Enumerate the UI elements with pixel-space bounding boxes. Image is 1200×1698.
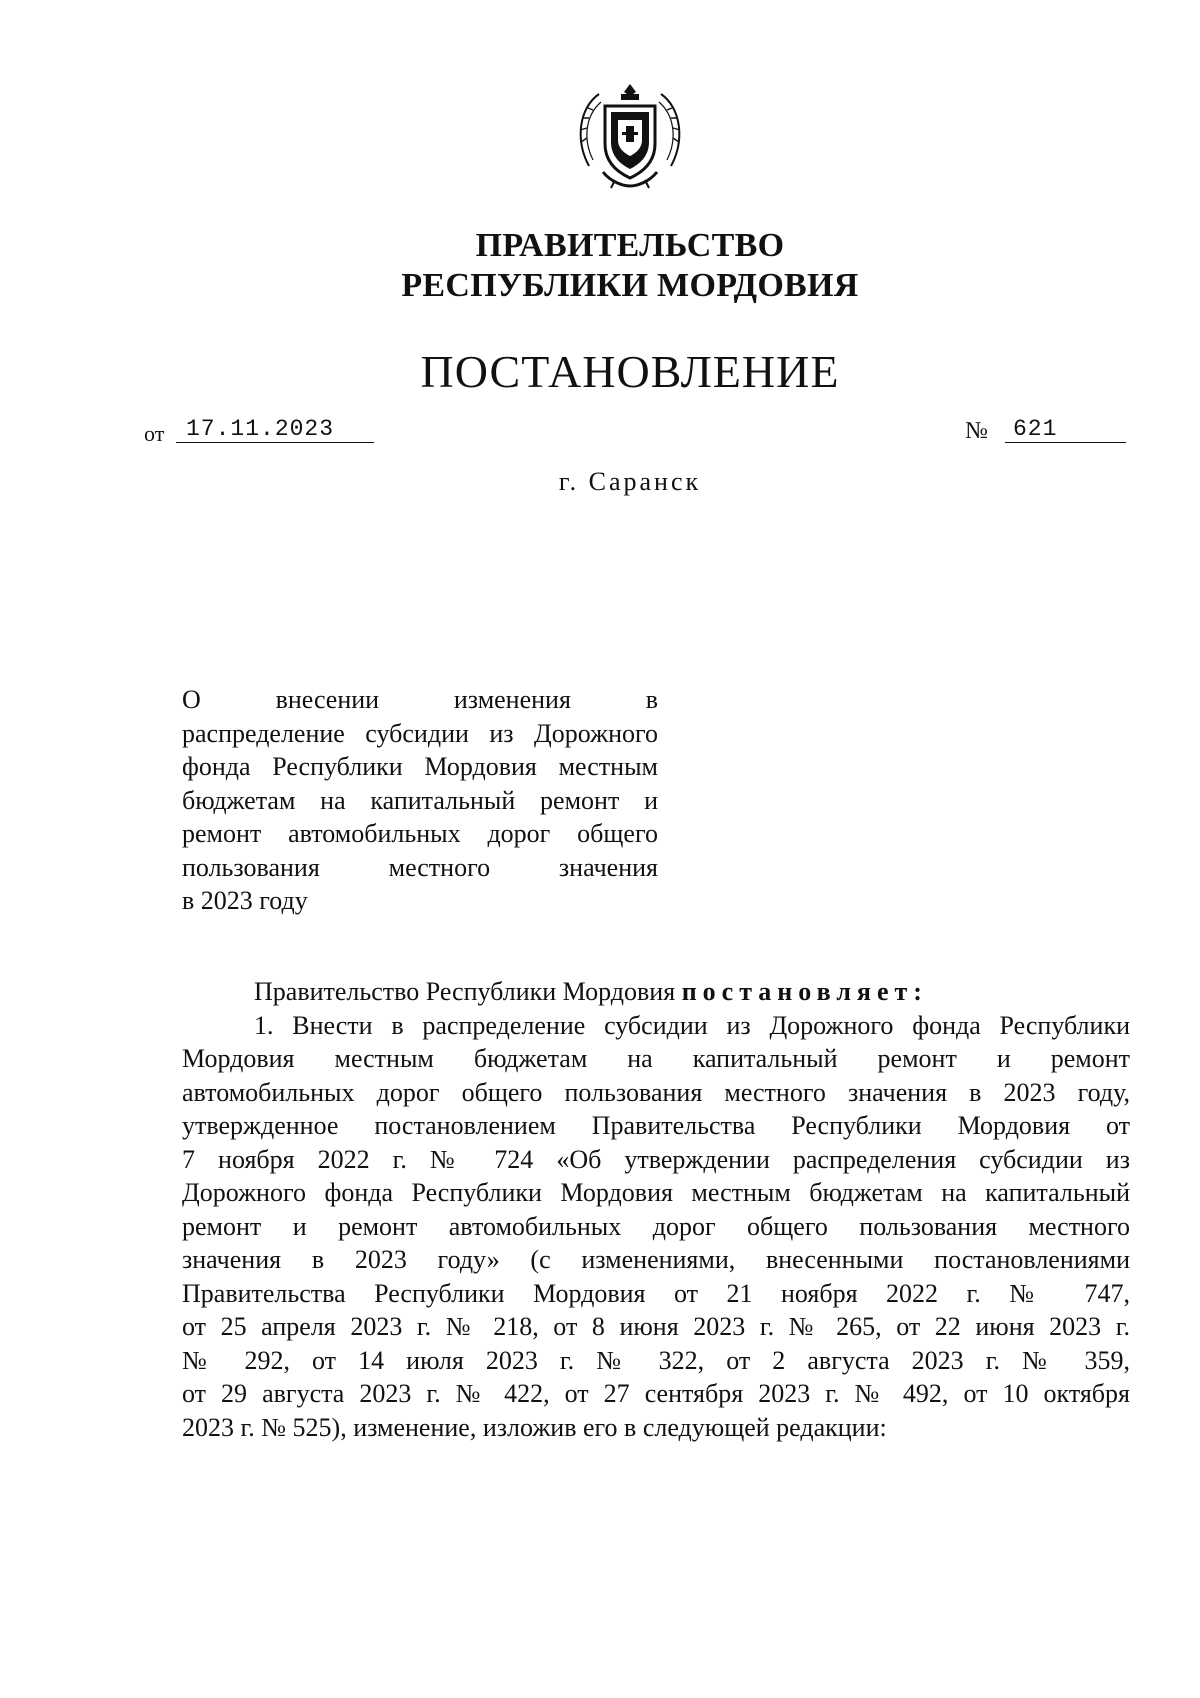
body-line: 1. Внести в распределение субсидии из Дорожного фонда Республики	[254, 1010, 1130, 1040]
government-name-line1: ПРАВИТЕЛЬСТВО	[475, 227, 785, 264]
body-line: автомобильных дорог общего пользования местного значения в 2023 году,	[182, 1077, 1130, 1107]
decree-word: постановляет:	[681, 977, 928, 1006]
document-body	[182, 975, 1130, 1444]
body-line: от 29 августа 2023 г. № 422, от 27 сентября 2023 г. № 492, от 10 октября	[182, 1379, 1130, 1408]
body-line: ремонт и ремонт автомобильных дорог общего пользования местного	[182, 1211, 1130, 1241]
body-line: 2023 г. № 525), изменение, изложив его в следующей редакции:	[182, 1412, 887, 1442]
date-label: от	[144, 421, 165, 446]
preamble-text: Правительство Республики Мордовия	[254, 977, 676, 1006]
document-type-title: ПОСТАНОВЛЕНИЕ	[420, 346, 840, 397]
government-name-line2: РЕСПУБЛИКИ МОРДОВИЯ	[401, 267, 859, 304]
document-date: 17.11.2023	[186, 416, 335, 442]
body-line: Правительства Республики Мордовия от 21 ноября 2022 г. № 747,	[182, 1278, 1130, 1308]
body-line: значения в 2023 году» (с изменениями, внесенными постановлениями	[182, 1245, 1130, 1274]
preamble-line	[182, 975, 1130, 1009]
body-line: Мордовия местным бюджетам на капитальный ремонт и ремонт	[182, 1044, 1130, 1073]
subject-line: ремонт автомобильных дорог общего	[182, 819, 658, 848]
subject-line: бюджетам на капитальный ремонт и	[182, 785, 658, 815]
subject-line: распределение субсидии из Дорожного	[182, 718, 658, 748]
coat-of-arms-emblem	[575, 80, 685, 192]
document-subject	[182, 683, 658, 918]
document-number: 621	[1013, 416, 1058, 442]
body-line: 7 ноября 2022 г. № 724 «Об утверждении распределения субсидии из	[182, 1144, 1130, 1174]
subject-line: в 2023 году	[182, 886, 308, 915]
body-line: утвержденное постановлением Правительства Республики Мордовия от	[182, 1111, 1130, 1140]
body-line: от 25 апреля 2023 г. № 218, от 8 июня 2023 г. № 265, от 22 июня 2023 г.	[182, 1312, 1130, 1341]
subject-line: О внесении изменения в	[182, 685, 658, 714]
subject-line: фонда Республики Мордовия местным	[182, 752, 658, 781]
city-name: г. Саранск	[558, 467, 702, 496]
number-underline	[1005, 442, 1126, 443]
subject-line: пользования местного значения	[182, 852, 658, 882]
body-line: № 292, от 14 июля 2023 г. № 322, от 2 августа 2023 г. № 359,	[182, 1345, 1130, 1375]
body-line: Дорожного фонда Республики Мордовия местным бюджетам на капитальный	[182, 1178, 1130, 1207]
date-underline	[176, 442, 374, 443]
number-label: №	[965, 418, 988, 444]
